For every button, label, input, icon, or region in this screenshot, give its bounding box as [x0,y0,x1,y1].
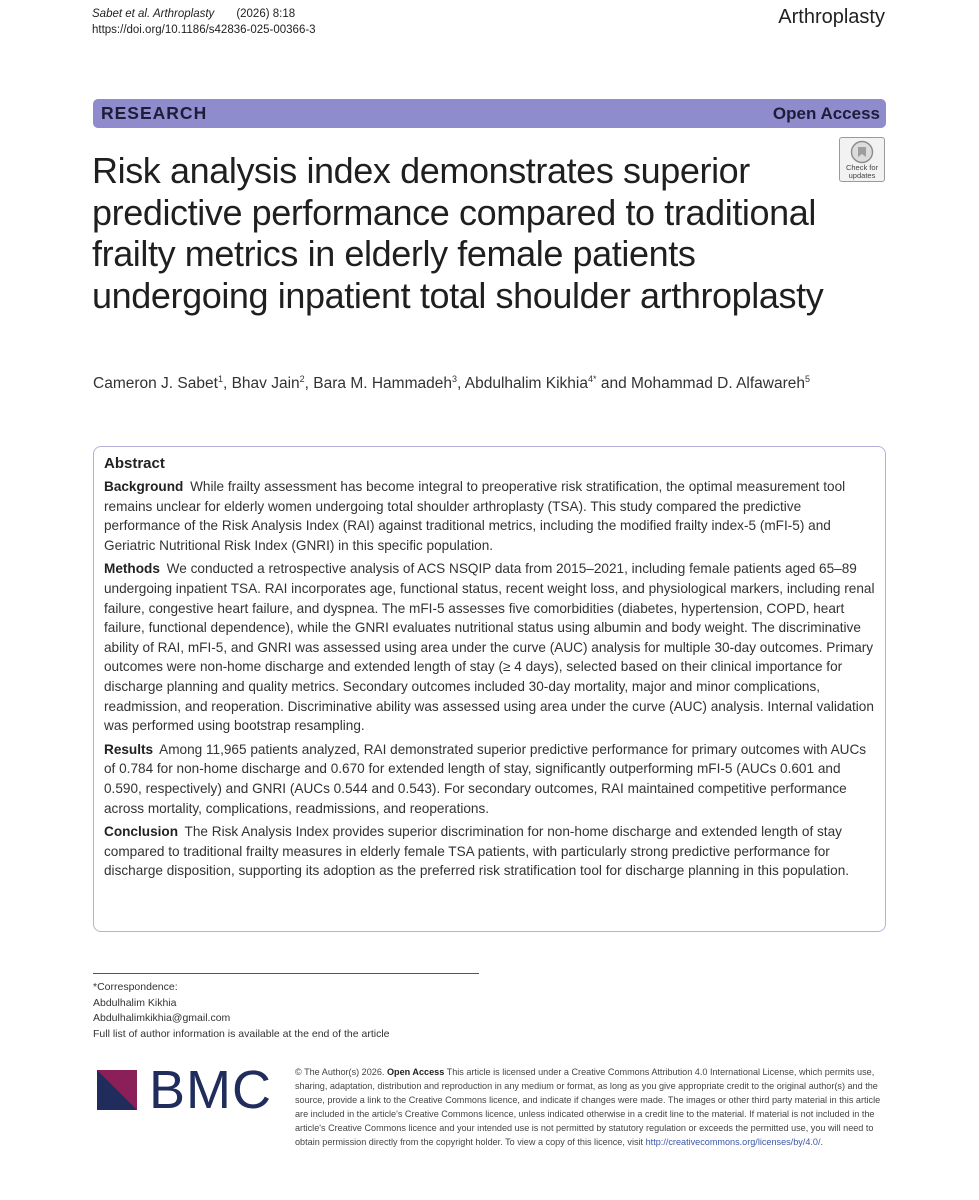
author-affiliation: 1 [217,373,223,384]
article-type: RESEARCH [101,103,208,123]
abstract-methods [104,559,875,735]
journal-name: Arthroplasty [778,6,885,28]
crossmark-icon [850,140,874,164]
author-name[interactable]: Mohammad D. Alfawareh [631,375,806,392]
author-name[interactable]: Bhav Jain [231,375,300,392]
abstract-background [104,477,875,555]
bmc-logo-text: BMC [149,1060,272,1120]
abstract-results [104,740,875,818]
author-name[interactable]: Bara M. Hammadeh [313,375,452,392]
bmc-logo [97,1060,272,1120]
abstract-heading: Abstract [104,455,165,472]
correspondence-name: Abdulhalim Kikhia [93,996,177,1009]
license-url-link[interactable]: http://creativecommons.org/licenses/by/4.0/ [645,1137,821,1147]
check-updates-line1: Check for [845,163,879,172]
section-label: Conclusion [104,824,179,840]
correspondence-email[interactable]: Abdulhalimkikhia@gmail.com [93,1012,231,1024]
section-label: Methods [104,561,160,577]
correspondence-label: *Correspondence: [93,981,178,993]
citation-header [92,6,317,38]
section-text: While frailty assessment has become integral to preoperative risk stratification, the optimal measurement tool remains unclear for elderly women undergoing total shoulder arthroplasty (TSA). This study compared the predictive performance of the Risk Analysis Index (RAI) against traditional metrics, including the modified frailty index-5 (mFI-5) and Geriatric Nutritional Risk Index (GNRI) in this specific population. [104,479,846,553]
author-list: Cameron J. Sabet$^1$, Bhav Jain$^2$, Bara M. Hammadeh$^3$, Abdulhalim Kikhia$^{4*}$ and Mohammad D. Alfawareh$^5$ [93,373,811,392]
author-affiliation: 4* [588,373,597,384]
section-label: Background [104,479,184,494]
check-for-updates-button[interactable] [839,137,885,182]
author-name[interactable]: Cameron J. Sabet [93,375,218,392]
open-access-label: Open Access [772,103,880,123]
article-title: Risk analysis index demonstrates superior predictive performance compared to traditional frailty metrics in elderly female patients undergoing inpatient total shoulder arthroplasty [92,150,824,316]
abstract-box [93,446,886,932]
footnote-divider [93,973,479,974]
author-affiliation: 5 [805,373,811,384]
section-text: We conducted a retrospective analysis of ACS NSQIP data from 2015–2021, including female patients aged 65–89 undergoing inpatient TSA. RAI incorporates age, functional status, recent weight loss, and physiological markers, including renal failure, congestive heart failure, and dyspnea. The mFI-5 assesses five comorbidities (diabetes, hypertension, COPD, heart failure, functional dependence), while the GNRI evaluates nutritional status using albumin and body weight. The discriminative ability of RAI, mFI-5, and GNRI was assessed using area under the curve (AUC) analysis for multiple 30-day outcomes. Primary outcomes were non-home discharge and extended length of stay (≥ 4 days), selected based on their clinical importance for discharge planning and quality metrics. Secondary outcomes included 30-day mortality, major and minor complications, readmission, and reoperation. Discriminative ability was assessed using area under the curve (AUC) analysis. Internal validation was performed using bootstrap resampling. [104,561,875,734]
section-label: Results [104,741,154,757]
citation-line [92,6,317,22]
author-name[interactable]: Abdulhalim Kikhia [464,375,588,392]
license-text: This article is licensed under a Creative Commons Attribution 4.0 International License, which permits use, sharing, adaptation, distribution and reproduction in any medium or format, as long as you give appropriate credit to the original author(s) and the source, provide a link to the Creative Commons licence, and indicate if changes were made. The images or other third party material in this article are included in the article's Creative Commons licence, unless indicated otherwise in a credit line to the material. If material is not included in the article's Creative Commons licence and your intended use is not permitted by statutory regulation or exceeds the permitted use, you will need to obtain permission directly from the copyright holder. To view a copy of this licence, visit [295,1067,881,1147]
author-affiliation: 2 [299,373,305,384]
section-text: The Risk Analysis Index provides superior discrimination for non-home discharge and extended length of stay compared to traditional frailty measures in elderly female TSA patients, with particularly strong predictive performance for discharge disposition, supporting its adoption as the preferred risk stratification tool for discharge planning in this population. [104,824,850,879]
copyright-text: © The Author(s) 2026. [295,1067,385,1077]
citation-authors: Sabet et al. Arthroplasty [92,8,215,20]
correspondence [93,980,390,1042]
author-affiliation: 3 [452,373,458,384]
check-updates-line2: updates [848,171,876,180]
citation-volume: (2026) 8:18 [236,8,296,20]
section-text: Among 11,965 patients analyzed, RAI demonstrated superior predictive performance for primary outcomes with AUCs of 0.784 for non-home discharge and 0.670 for extended length of stay, significantly outperforming mFI-5 (AUCs 0.601 and 0.590, respectively) and GNRI (AUCs 0.544 and 0.543). For secondary outcomes, RAI maintained competitive performance across mortality, complications, readmissions, and reoperations. [104,741,867,816]
doi-link[interactable]: https://doi.org/10.1186/s42836-025-00366-3 [92,24,316,36]
license-statement: © The Author(s) 2026. Open Access This article is licensed under a Creative Commons Attribution 4.0 International License, which permits use, sharing, adaptation, distribution and reproduction in any medium or format, as long as you give appropriate credit to the original author(s) and the source, provide a link to the Creative Commons licence, and indicate if changes were made. The images or other third party material in this article are included in the article's Creative Commons licence, unless indicated otherwise in a credit line to the material. If material is not included in the article's Creative Commons licence and your intended use is not permitted by statutory regulation or exceeds the permitted use, you will need to obtain permission directly from the copyright holder. To view a copy of this licence, visit http://creativecommons.org/licenses/by/4.0/. [295,1067,881,1147]
abstract-conclusion [104,822,875,881]
article-type-banner [93,99,886,128]
bmc-logo-mark-icon [97,1070,137,1110]
author-info-note: Full list of author information is available at the end of the article [93,1027,390,1040]
license-open-access: Open Access [386,1067,445,1077]
